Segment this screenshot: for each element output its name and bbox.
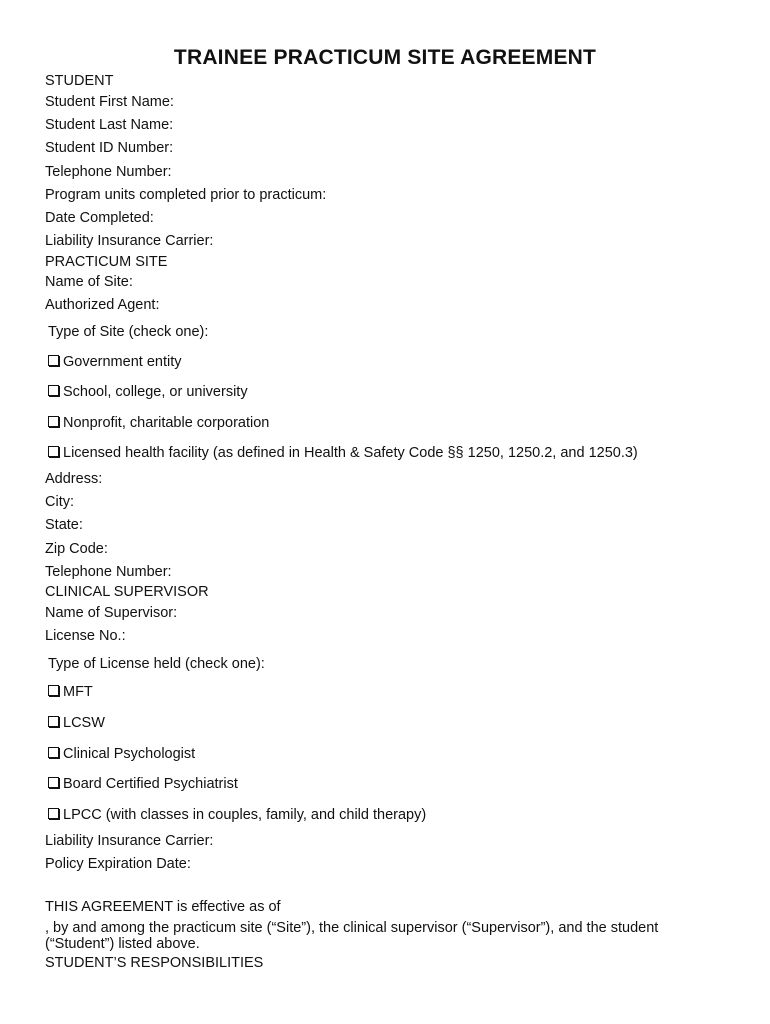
student-responsibilities-heading: STUDENT’S RESPONSIBILITIES	[45, 955, 264, 971]
site-type-option[interactable]	[48, 445, 638, 462]
agreement-parties-text: , by and among the practicum site (“Site”), the clinical supervisor (“Supervisor”), and the student (“Student”) listed above.	[45, 920, 659, 952]
license-type-label: Clinical Psychologist	[63, 746, 196, 762]
supervisor-insurance-label: Liability Insurance Carrier:	[45, 833, 214, 849]
license-type-label: MFT	[63, 684, 93, 700]
checkbox-icon[interactable]	[48, 385, 59, 396]
site-telephone-label: Telephone Number:	[45, 564, 172, 580]
student-id-label: Student ID Number:	[45, 140, 174, 156]
license-type-option[interactable]	[48, 715, 105, 732]
checkbox-icon[interactable]	[48, 716, 59, 727]
site-city-label: City:	[45, 494, 74, 510]
license-type-option[interactable]	[48, 684, 93, 701]
student-last-name-label: Student Last Name:	[45, 117, 174, 133]
license-type-label: LCSW	[63, 715, 105, 731]
site-type-option[interactable]	[48, 354, 181, 371]
policy-expiration-label: Policy Expiration Date:	[45, 856, 191, 872]
license-type-option[interactable]	[48, 776, 238, 793]
site-type-label: Government entity	[63, 354, 182, 370]
student-section-heading: STUDENT	[45, 73, 114, 89]
site-zip-label: Zip Code:	[45, 541, 108, 557]
document-title: TRAINEE PRACTICUM SITE AGREEMENT	[173, 46, 597, 69]
site-name-label: Name of Site:	[45, 274, 133, 290]
student-insurance-label: Liability Insurance Carrier:	[45, 233, 214, 249]
license-number-label: License No.:	[45, 628, 126, 644]
agreement-effective-text: THIS AGREEMENT is effective as of	[45, 899, 281, 915]
site-type-prompt: Type of Site (check one):	[48, 324, 209, 340]
checkbox-icon[interactable]	[48, 808, 59, 819]
site-address-label: Address:	[45, 471, 103, 487]
license-type-option[interactable]	[48, 807, 426, 824]
checkbox-icon[interactable]	[48, 685, 59, 696]
student-telephone-label: Telephone Number:	[45, 164, 172, 180]
checkbox-icon[interactable]	[48, 355, 59, 366]
units-completed-label: Program units completed prior to practicum:	[45, 187, 327, 203]
authorized-agent-label: Authorized Agent:	[45, 297, 160, 313]
license-type-prompt: Type of License held (check one):	[48, 656, 265, 672]
license-type-label: Board Certified Psychiatrist	[63, 776, 238, 792]
site-type-option[interactable]	[48, 415, 269, 432]
checkbox-icon[interactable]	[48, 416, 59, 427]
site-type-option[interactable]	[48, 384, 248, 401]
site-type-label: Nonprofit, charitable corporation	[63, 415, 270, 431]
supervisor-name-label: Name of Supervisor:	[45, 605, 178, 621]
site-section-heading: PRACTICUM SITE	[45, 254, 168, 270]
checkbox-icon[interactable]	[48, 777, 59, 788]
license-type-label: LPCC (with classes in couples, family, and child therapy)	[63, 807, 427, 823]
site-state-label: State:	[45, 517, 83, 533]
license-type-option[interactable]	[48, 746, 195, 763]
site-type-label: School, college, or university	[63, 384, 248, 400]
date-completed-label: Date Completed:	[45, 210, 154, 226]
site-type-label: Licensed health facility (as defined in Health & Safety Code §§ 1250, 1250.2, and 1250.3)	[63, 445, 638, 461]
supervisor-section-heading: CLINICAL SUPERVISOR	[45, 584, 209, 600]
student-first-name-label: Student First Name:	[45, 94, 174, 110]
checkbox-icon[interactable]	[48, 747, 59, 758]
checkbox-icon[interactable]	[48, 446, 59, 457]
